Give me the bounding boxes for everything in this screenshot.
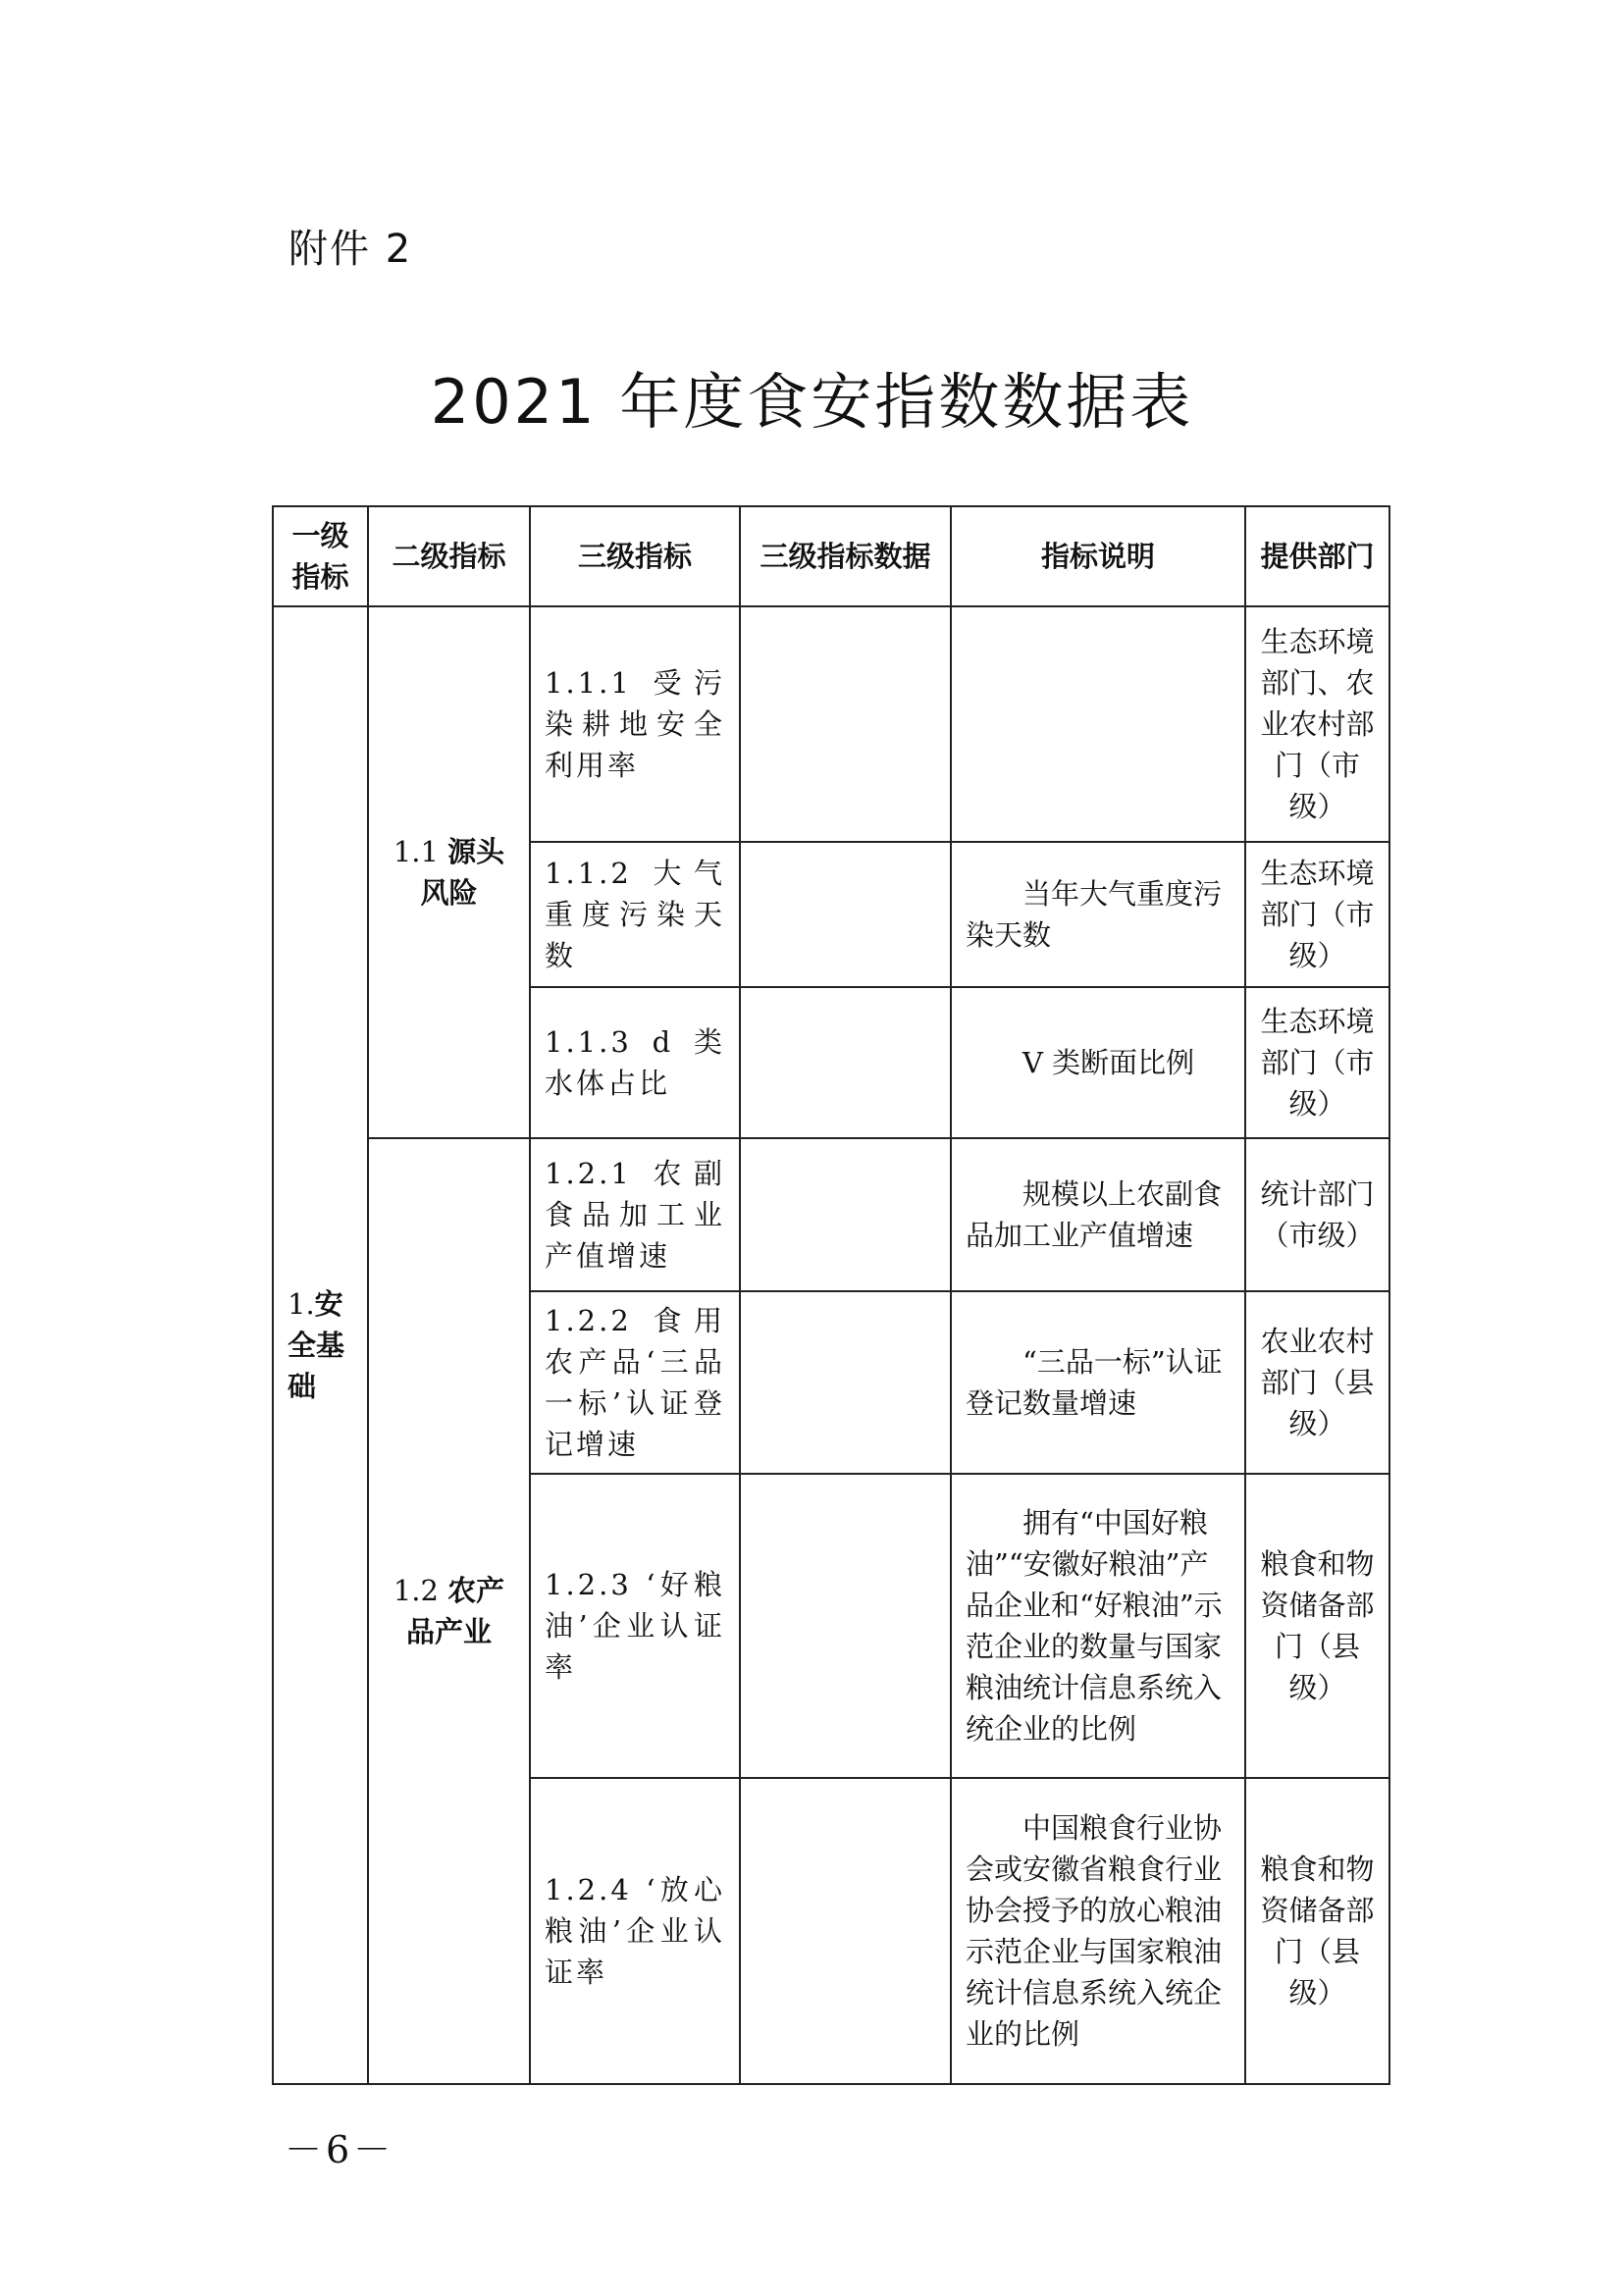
level2-name: 农产品产业 bbox=[405, 1574, 505, 1648]
level1-number: 1. bbox=[288, 1287, 315, 1321]
level1-cell bbox=[273, 606, 368, 2084]
indicator-data-cell bbox=[740, 1474, 951, 1778]
description-cell bbox=[951, 606, 1245, 842]
department-cell: 生态环境部门、农业农村部门（市级） bbox=[1245, 606, 1389, 842]
description-cell: 中国粮食行业协会或安徽省粮食行业协会授予的放心粮油示范企业与国家粮油统计信息系统入统企业的比例 bbox=[951, 1778, 1245, 2084]
indicator-cell: 1.1.1 受污染耕地安全利用率 bbox=[530, 606, 740, 842]
level2-cell-source-risk bbox=[368, 606, 530, 1138]
description-cell: V 类断面比例 bbox=[951, 987, 1245, 1138]
department-cell: 统计部门（市级） bbox=[1245, 1138, 1389, 1291]
level1-name: 安全基础 bbox=[288, 1287, 345, 1403]
attachment-label: 附件 2 bbox=[288, 227, 413, 272]
indicator-cell: 1.2.1 农副食品加工业产值增速 bbox=[530, 1138, 740, 1291]
indicator-data-cell bbox=[740, 1291, 951, 1474]
table-header-row bbox=[273, 506, 1389, 606]
indicator-cell: 1.2.3 ‘好粮油’企业认证率 bbox=[530, 1474, 740, 1778]
indicator-cell: 1.1.3 d 类水体占比 bbox=[530, 987, 740, 1138]
level2-number: 1.2 bbox=[393, 1574, 439, 1607]
indicator-cell: 1.1.2 大气重度污染天数 bbox=[530, 842, 740, 987]
indicator-cell: 1.2.4 ‘放心粮油’企业认证率 bbox=[530, 1778, 740, 2084]
department-cell: 生态环境部门（市级） bbox=[1245, 842, 1389, 987]
indicator-cell: 1.2.2 食用农产品‘三品一标’认证登记增速 bbox=[530, 1291, 740, 1474]
table-row bbox=[273, 1138, 1389, 1291]
col-header-level1: 一级指标 bbox=[273, 506, 368, 606]
indicator-data-cell bbox=[740, 842, 951, 987]
indicator-data-cell bbox=[740, 987, 951, 1138]
level2-name: 源头风险 bbox=[420, 835, 505, 910]
level2-cell-agri-industry bbox=[368, 1138, 530, 2084]
page-number: －6－ bbox=[285, 2128, 395, 2171]
indicator-data-cell bbox=[740, 1778, 951, 2084]
document-title: 2021 年度食安指数数据表 bbox=[430, 366, 1194, 438]
level2-number: 1.1 bbox=[393, 835, 439, 868]
department-cell: 农业农村部门（县级） bbox=[1245, 1291, 1389, 1474]
department-cell: 生态环境部门（市级） bbox=[1245, 987, 1389, 1138]
indicator-data-cell bbox=[740, 606, 951, 842]
description-cell: 拥有“中国好粮油”“安徽好粮油”产品企业和“好粮油”示范企业的数量与国家粮油统计信息系统入统企业的比例 bbox=[951, 1474, 1245, 1778]
col-header-level2: 二级指标 bbox=[368, 506, 530, 606]
table-row bbox=[273, 606, 1389, 842]
description-cell: 当年大气重度污染天数 bbox=[951, 842, 1245, 987]
col-header-description: 指标说明 bbox=[951, 506, 1245, 606]
indicator-data-cell bbox=[740, 1138, 951, 1291]
department-cell: 粮食和物资储备部门（县级） bbox=[1245, 1778, 1389, 2084]
col-header-level3-data: 三级指标数据 bbox=[740, 506, 951, 606]
description-cell: “三品一标”认证登记数量增速 bbox=[951, 1291, 1245, 1474]
department-cell: 粮食和物资储备部门（县级） bbox=[1245, 1474, 1389, 1778]
description-cell: 规模以上农副食品加工业产值增速 bbox=[951, 1138, 1245, 1291]
index-data-table bbox=[272, 505, 1390, 2085]
col-header-level3: 三级指标 bbox=[530, 506, 740, 606]
col-header-department: 提供部门 bbox=[1245, 506, 1389, 606]
